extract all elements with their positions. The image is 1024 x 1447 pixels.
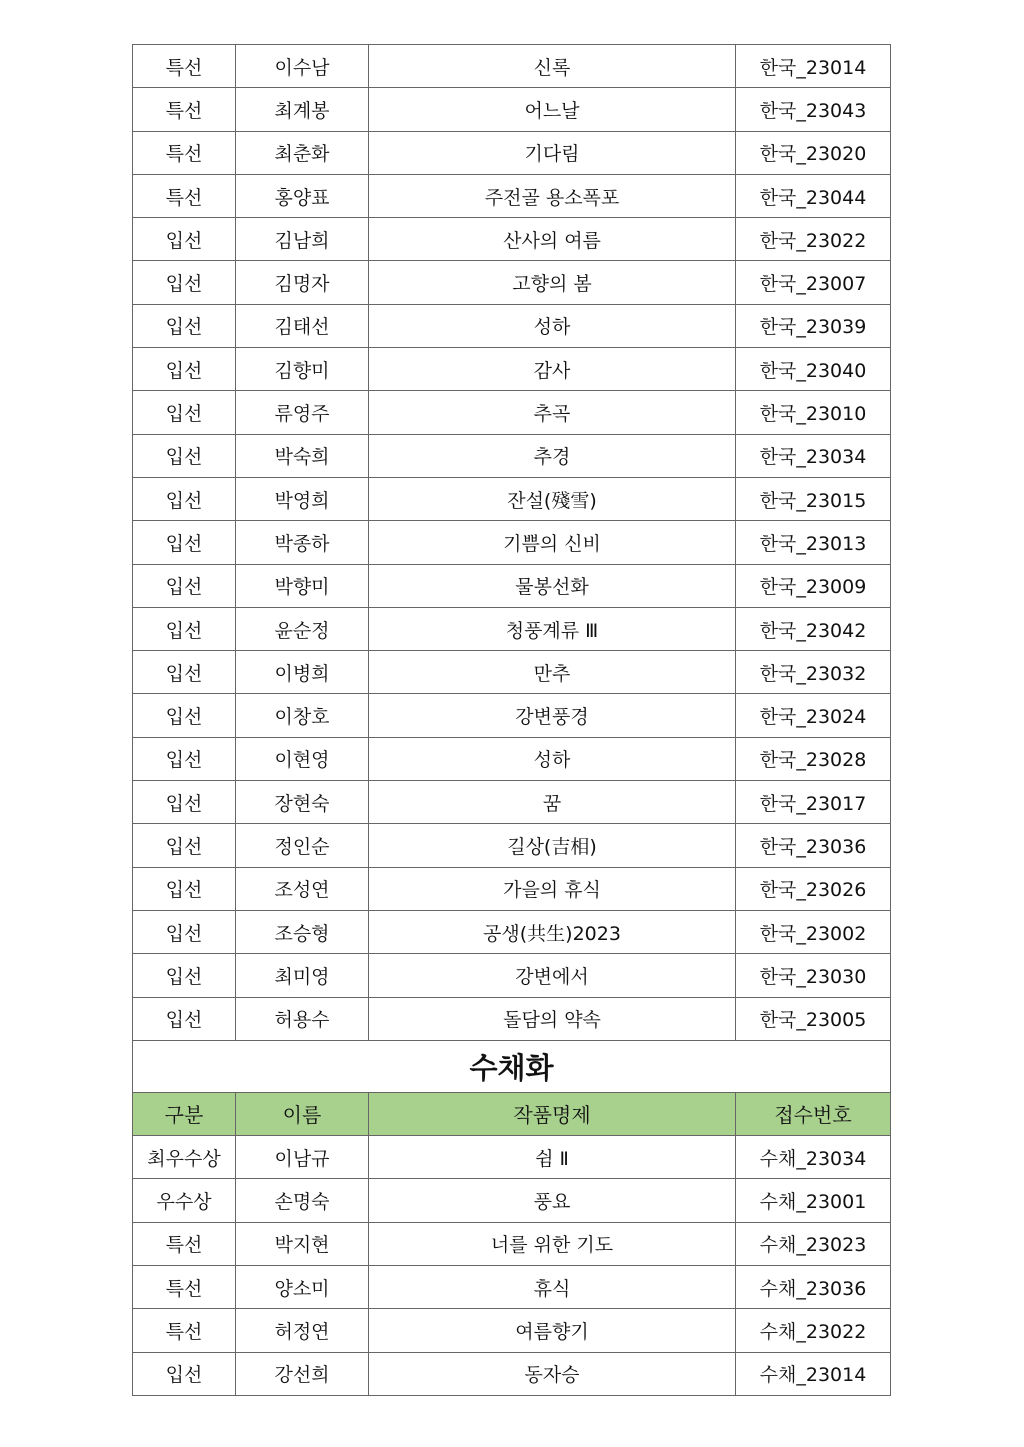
cell-title: 돌담의 약속 [369, 997, 736, 1040]
cell-name: 이현영 [236, 737, 369, 780]
cell-category: 입선 [133, 218, 236, 261]
cell-number: 한국_23017 [736, 781, 891, 824]
cell-number: 수채_23022 [736, 1309, 891, 1352]
cell-category: 우수상 [133, 1179, 236, 1222]
cell-category: 입선 [133, 781, 236, 824]
cell-category: 입선 [133, 348, 236, 391]
cell-number: 한국_23024 [736, 694, 891, 737]
cell-title: 고향의 봄 [369, 261, 736, 304]
cell-number: 한국_23028 [736, 737, 891, 780]
cell-number: 한국_23009 [736, 564, 891, 607]
table-row [133, 304, 891, 347]
cell-category: 입선 [133, 910, 236, 953]
table-row [133, 1136, 891, 1179]
cell-category: 최우수상 [133, 1136, 236, 1179]
section-title-row [133, 1040, 891, 1092]
cell-category: 입선 [133, 477, 236, 520]
cell-number: 수채_23036 [736, 1266, 891, 1309]
table-row [133, 45, 891, 88]
table-row [133, 607, 891, 650]
cell-number: 수채_23034 [736, 1136, 891, 1179]
cell-number: 한국_23040 [736, 348, 891, 391]
table-row [133, 391, 891, 434]
cell-title: 강변에서 [369, 954, 736, 997]
cell-category: 특선 [133, 174, 236, 217]
cell-number: 한국_23039 [736, 304, 891, 347]
cell-number: 한국_23030 [736, 954, 891, 997]
cell-name: 조승형 [236, 910, 369, 953]
table-row [133, 997, 891, 1040]
table-row [133, 348, 891, 391]
table-row [133, 910, 891, 953]
table-row [133, 1352, 891, 1395]
cell-title: 가을의 휴식 [369, 867, 736, 910]
table-row [133, 737, 891, 780]
cell-title: 물봉선화 [369, 564, 736, 607]
cell-name: 박지현 [236, 1222, 369, 1265]
cell-name: 박종하 [236, 521, 369, 564]
cell-number: 한국_23005 [736, 997, 891, 1040]
table-row [133, 1222, 891, 1265]
cell-category: 특선 [133, 1309, 236, 1352]
cell-number: 한국_23022 [736, 218, 891, 261]
cell-title: 꿈 [369, 781, 736, 824]
cell-category: 입선 [133, 824, 236, 867]
cell-title: 풍요 [369, 1179, 736, 1222]
table-row [133, 174, 891, 217]
cell-title: 성하 [369, 737, 736, 780]
cell-name: 박영희 [236, 477, 369, 520]
cell-category: 입선 [133, 651, 236, 694]
cell-name: 최춘화 [236, 131, 369, 174]
cell-number: 한국_23014 [736, 45, 891, 88]
cell-title: 휴식 [369, 1266, 736, 1309]
table-row [133, 477, 891, 520]
table-row [133, 1179, 891, 1222]
cell-category: 입선 [133, 1352, 236, 1395]
table-row [133, 218, 891, 261]
header-number: 접수번호 [736, 1092, 891, 1135]
table-row [133, 867, 891, 910]
cell-name: 김향미 [236, 348, 369, 391]
cell-number: 한국_23007 [736, 261, 891, 304]
table-row [133, 131, 891, 174]
cell-number: 한국_23026 [736, 867, 891, 910]
cell-number: 한국_23043 [736, 88, 891, 131]
cell-number: 한국_23013 [736, 521, 891, 564]
table-row [133, 954, 891, 997]
cell-title: 감사 [369, 348, 736, 391]
cell-name: 김남희 [236, 218, 369, 261]
cell-category: 입선 [133, 997, 236, 1040]
cell-name: 허정연 [236, 1309, 369, 1352]
cell-category: 입선 [133, 694, 236, 737]
cell-name: 장현숙 [236, 781, 369, 824]
cell-number: 수채_23023 [736, 1222, 891, 1265]
cell-category: 입선 [133, 607, 236, 650]
cell-name: 류영주 [236, 391, 369, 434]
cell-number: 한국_23015 [736, 477, 891, 520]
cell-title: 잔설(殘雪) [369, 477, 736, 520]
cell-name: 김명자 [236, 261, 369, 304]
korean-painting-rows [133, 45, 891, 1041]
header-category: 구분 [133, 1092, 236, 1135]
cell-title: 너를 위한 기도 [369, 1222, 736, 1265]
cell-name: 홍양표 [236, 174, 369, 217]
cell-title: 공생(共生)2023 [369, 910, 736, 953]
cell-category: 입선 [133, 564, 236, 607]
cell-number: 한국_23032 [736, 651, 891, 694]
cell-category: 특선 [133, 88, 236, 131]
cell-name: 이남규 [236, 1136, 369, 1179]
cell-title: 추경 [369, 434, 736, 477]
table-row [133, 88, 891, 131]
cell-number: 수채_23014 [736, 1352, 891, 1395]
cell-name: 박향미 [236, 564, 369, 607]
watercolor-rows [133, 1136, 891, 1396]
table-header-row [133, 1092, 891, 1135]
cell-category: 특선 [133, 131, 236, 174]
cell-name: 양소미 [236, 1266, 369, 1309]
table-row [133, 521, 891, 564]
cell-title: 만추 [369, 651, 736, 694]
cell-category: 입선 [133, 391, 236, 434]
header-name: 이름 [236, 1092, 369, 1135]
table-row [133, 651, 891, 694]
table-row [133, 824, 891, 867]
cell-category: 특선 [133, 1222, 236, 1265]
header-title: 작품명제 [369, 1092, 736, 1135]
cell-category: 특선 [133, 45, 236, 88]
cell-title: 강변풍경 [369, 694, 736, 737]
cell-name: 허용수 [236, 997, 369, 1040]
cell-category: 특선 [133, 1266, 236, 1309]
cell-name: 이창호 [236, 694, 369, 737]
table-row [133, 261, 891, 304]
cell-number: 수채_23001 [736, 1179, 891, 1222]
cell-title: 추곡 [369, 391, 736, 434]
cell-name: 최계봉 [236, 88, 369, 131]
cell-name: 김태선 [236, 304, 369, 347]
table-row [133, 434, 891, 477]
cell-number: 한국_23042 [736, 607, 891, 650]
watercolor-section [133, 1040, 891, 1135]
cell-title: 길상(吉相) [369, 824, 736, 867]
cell-name: 강선희 [236, 1352, 369, 1395]
cell-category: 입선 [133, 434, 236, 477]
cell-title: 쉼 Ⅱ [369, 1136, 736, 1179]
cell-number: 한국_23044 [736, 174, 891, 217]
table-row [133, 1309, 891, 1352]
cell-number: 한국_23020 [736, 131, 891, 174]
cell-title: 기다림 [369, 131, 736, 174]
table-row [133, 781, 891, 824]
cell-name: 손명숙 [236, 1179, 369, 1222]
cell-number: 한국_23002 [736, 910, 891, 953]
cell-title: 산사의 여름 [369, 218, 736, 261]
cell-title: 동자승 [369, 1352, 736, 1395]
cell-name: 이수남 [236, 45, 369, 88]
cell-title: 주전골 용소폭포 [369, 174, 736, 217]
cell-title: 신록 [369, 45, 736, 88]
cell-category: 입선 [133, 261, 236, 304]
award-list-table [132, 44, 891, 1396]
table-row [133, 694, 891, 737]
cell-name: 박숙희 [236, 434, 369, 477]
cell-name: 최미영 [236, 954, 369, 997]
cell-title: 어느날 [369, 88, 736, 131]
cell-number: 한국_23034 [736, 434, 891, 477]
cell-category: 입선 [133, 867, 236, 910]
cell-title: 청풍계류 Ⅲ [369, 607, 736, 650]
table-row [133, 564, 891, 607]
cell-number: 한국_23036 [736, 824, 891, 867]
cell-category: 입선 [133, 954, 236, 997]
table-row [133, 1266, 891, 1309]
cell-category: 입선 [133, 304, 236, 347]
cell-name: 조성연 [236, 867, 369, 910]
cell-name: 이병희 [236, 651, 369, 694]
cell-name: 정인순 [236, 824, 369, 867]
cell-number: 한국_23010 [736, 391, 891, 434]
cell-title: 기쁨의 신비 [369, 521, 736, 564]
cell-category: 입선 [133, 737, 236, 780]
cell-name: 윤순정 [236, 607, 369, 650]
cell-category: 입선 [133, 521, 236, 564]
section-title: 수채화 [133, 1040, 891, 1092]
cell-title: 여름향기 [369, 1309, 736, 1352]
cell-title: 성하 [369, 304, 736, 347]
